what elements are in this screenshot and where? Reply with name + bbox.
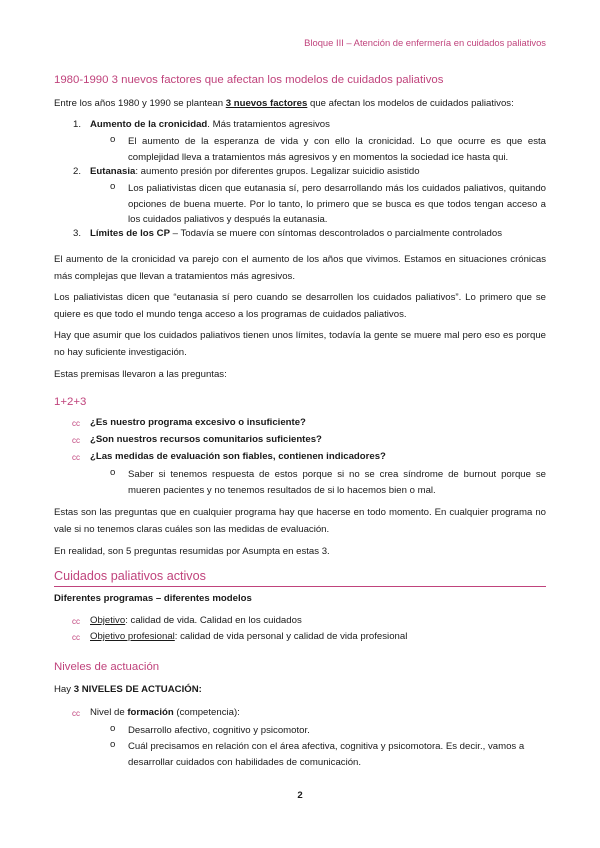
list-item-eutanasia: Eutanasia: aumento presión por diferentes grupos. Legalizar suicidio asistido	[90, 166, 420, 177]
page-number: 2	[297, 790, 303, 801]
list-number: 2.	[73, 166, 82, 177]
section-title-123: 1+2+3	[54, 396, 87, 408]
section-title-1980-1990: 1980-1990 3 nuevos factores que afectan los modelos de cuidados paliativos	[54, 74, 444, 86]
paragraph: Estas son las preguntas que en cualquier programa hay que hacerse en todo momento. En cualquier programa no vale si no tenemos claras cuáles son las medidas de evaluación.	[54, 507, 546, 535]
bullet-icon: cc	[72, 453, 80, 462]
paragraph: Estas premisas llevaron a las preguntas:	[54, 369, 227, 380]
level-item-formacion: Nivel de formación (competencia):	[90, 707, 240, 718]
bullet-icon: cc	[72, 436, 80, 445]
sub-item: Desarrollo afectivo, cognitivo y psicomotor.	[128, 725, 310, 736]
list-number: 3.	[73, 228, 82, 239]
question-item: ¿Es nuestro programa excesivo o insuficiente?	[90, 417, 306, 428]
paragraph: El aumento de la cronicidad va parejo con el aumento de los años que vivimos. Estamos en situaciones crónicas más complejas que llevan a tratamientos más agresivos.	[54, 254, 546, 282]
paragraph: En realidad, son 5 preguntas resumidas por Asumpta en estas 3.	[54, 546, 330, 557]
question-item: ¿Las medidas de evaluación son fiables, contienen indicadores?	[90, 451, 386, 462]
bullet-icon: cc	[72, 617, 80, 626]
sub-item-eutanasia: Los paliativistas dicen que eutanasia sí, pero desarrollando más los cuidados paliativos, quitando opciones de buena muerte. Por lo tanto, lo primero que se busca es que todos tengan acceso a los cuidados paliativos y después la eutanasia.	[128, 183, 546, 225]
intro-paragraph: Entre los años 1980 y 1990 se plantean 3 nuevos factores que afectan los modelos de cuidados paliativos:	[54, 98, 514, 109]
objective-item: Objetivo: calidad de vida. Calidad en los cuidados	[90, 615, 302, 626]
section-title-niveles: Niveles de actuación	[54, 661, 160, 673]
bullet-icon: cc	[72, 709, 80, 718]
list-item-limites: Límites de los CP – Todavía se muere con síntomas descontrolados o parcialmente controlados	[90, 228, 503, 239]
paragraph: Hay que asumir que los cuidados paliativos tienen unos límites, todavía la gente se muere mal pero eso es porque no hay suficiente investigación.	[54, 330, 546, 358]
list-number: 1.	[73, 119, 82, 130]
intro-paragraph: Hay 3 NIVELES DE ACTUACIÓN:	[54, 684, 202, 695]
section-divider	[54, 586, 546, 587]
bullet-icon: cc	[72, 419, 80, 428]
bullet-icon: cc	[72, 633, 80, 642]
list-item-cronicidad: Aumento de la cronicidad. Más tratamientos agresivos	[90, 119, 330, 130]
sub-item-burnout: Saber si tenemos respuesta de estos porque si no se crea síndrome de burnout porque se mueren pacientes y no tenemos resultados de si lo hacemos bien o mal.	[128, 469, 546, 496]
circle-bullet: o	[110, 739, 116, 750]
section-title-cuidados-activos: Cuidados paliativos activos	[54, 569, 206, 583]
sub-item-cronicidad: El aumento de la esperanza de vida y con ello la cronicidad. Lo que ocurre es que esta complejidad lleva a tratamientos más agresivos y en momentos la sociedad ice hasta qui.	[128, 136, 546, 163]
circle-bullet: o	[110, 134, 116, 145]
question-item: ¿Son nuestros recursos comunitarios suficientes?	[90, 434, 322, 445]
paragraph: Los paliativistas dicen que “eutanasia sí pero cuando se desarrollen los cuidados paliativos”. Lo primero que se quiere es que todo el mundo tenga acceso a los programas de cuidados paliativos.	[54, 292, 546, 320]
page-header: Bloque III – Atención de enfermería en cuidados paliativos	[304, 37, 546, 48]
sub-item: Cuál precisamos en relación con el área afectiva, cognitiva y psicomotora. Es decir., vamos a desarrollar cuidados con habilidades de comunicación.	[128, 741, 525, 768]
circle-bullet: o	[110, 723, 116, 734]
subheading: Diferentes programas – diferentes modelos	[54, 593, 252, 604]
objective-item: Objetivo profesional: calidad de vida personal y calidad de vida profesional	[90, 631, 408, 642]
circle-bullet: o	[110, 181, 116, 192]
circle-bullet: o	[110, 467, 116, 478]
